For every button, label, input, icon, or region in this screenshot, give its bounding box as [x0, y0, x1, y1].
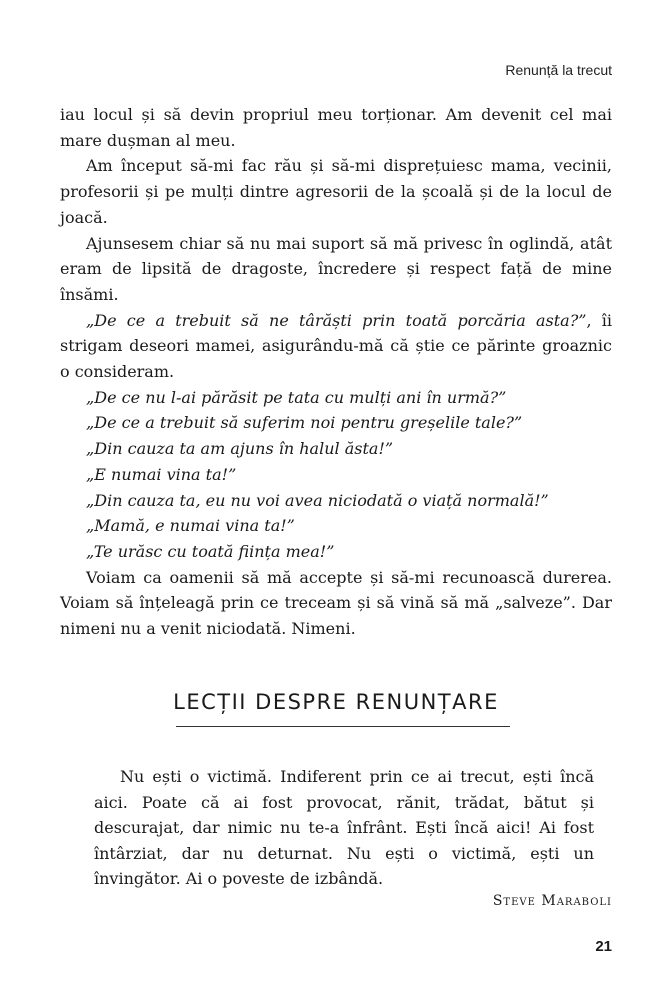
quote-attribution: Steve Maraboli — [492, 893, 612, 909]
quote-intro-paragraph — [60, 308, 612, 385]
quote-line: „Mamă, e numai vina ta!” — [86, 516, 295, 536]
quote-line: „De ce a trebuit să suferim noi pentru greșelile tale?” — [86, 413, 523, 433]
paragraph: Voiam ca oamenii să mă accepte și să-mi recunoască durerea. Voiam să înțeleagă prin ce treceam și să vină să mă „salveze”. Dar nimeni nu a venit niciodată. Nimeni. — [60, 567, 612, 639]
title-underline — [176, 726, 510, 727]
paragraph: Am început să-mi fac rău și să-mi disprețuiesc mama, vecinii, profesorii și pe mulți dintre agresorii de la școală și de la locul de joacă. — [60, 156, 612, 227]
quote-line: „E numai vina ta!” — [86, 464, 237, 484]
running-header: Renunță la trecut — [505, 62, 612, 78]
epigraph-text: Nu ești o victimă. Indiferent prin ce ai trecut, ești încă aici. Poate că ai fost provocat, rănit, trădat, bătut și descurajat, dar nimic nu te-a înfrânt. Ești încă aici! Ai fost întârziat, dar nu deturnat. Nu ești o victimă, ești un învingător. Ai o poveste de izbândă. — [94, 767, 594, 888]
paragraph: Ajunsesem chiar să nu mai suport să mă privesc în oglindă, atât eram de lipsită de dragoste, încredere și respect față de mine însămi. — [60, 233, 612, 304]
paragraph: iau locul și să devin propriul meu torționar. Am devenit cel mai mare dușman al meu. — [60, 105, 612, 150]
page-number: 21 — [595, 938, 612, 955]
quote-line: „De ce nu l-ai părăsit pe tata cu mulți ani în urmă?” — [86, 387, 507, 407]
quote-line: „Din cauza ta am ajuns în halul ăsta!” — [86, 439, 394, 459]
quote-line: „Din cauza ta, eu nu voi avea niciodată o viață normală!” — [86, 490, 549, 510]
body-text — [60, 102, 612, 642]
quote-intro-italic: „De ce a trebuit să ne târăști prin toată porcăria asta?” — [86, 310, 587, 330]
epigraph-quote — [94, 764, 594, 892]
quote-intro-rest: , îi strigam deseori mamei, asigurându-mă că știe ce părinte groaznic o consideram. — [60, 310, 613, 382]
quote-line: „Te urăsc cu toată ființa mea!” — [86, 541, 335, 561]
section-title: LECȚII DESPRE RENUNȚARE — [173, 690, 499, 714]
